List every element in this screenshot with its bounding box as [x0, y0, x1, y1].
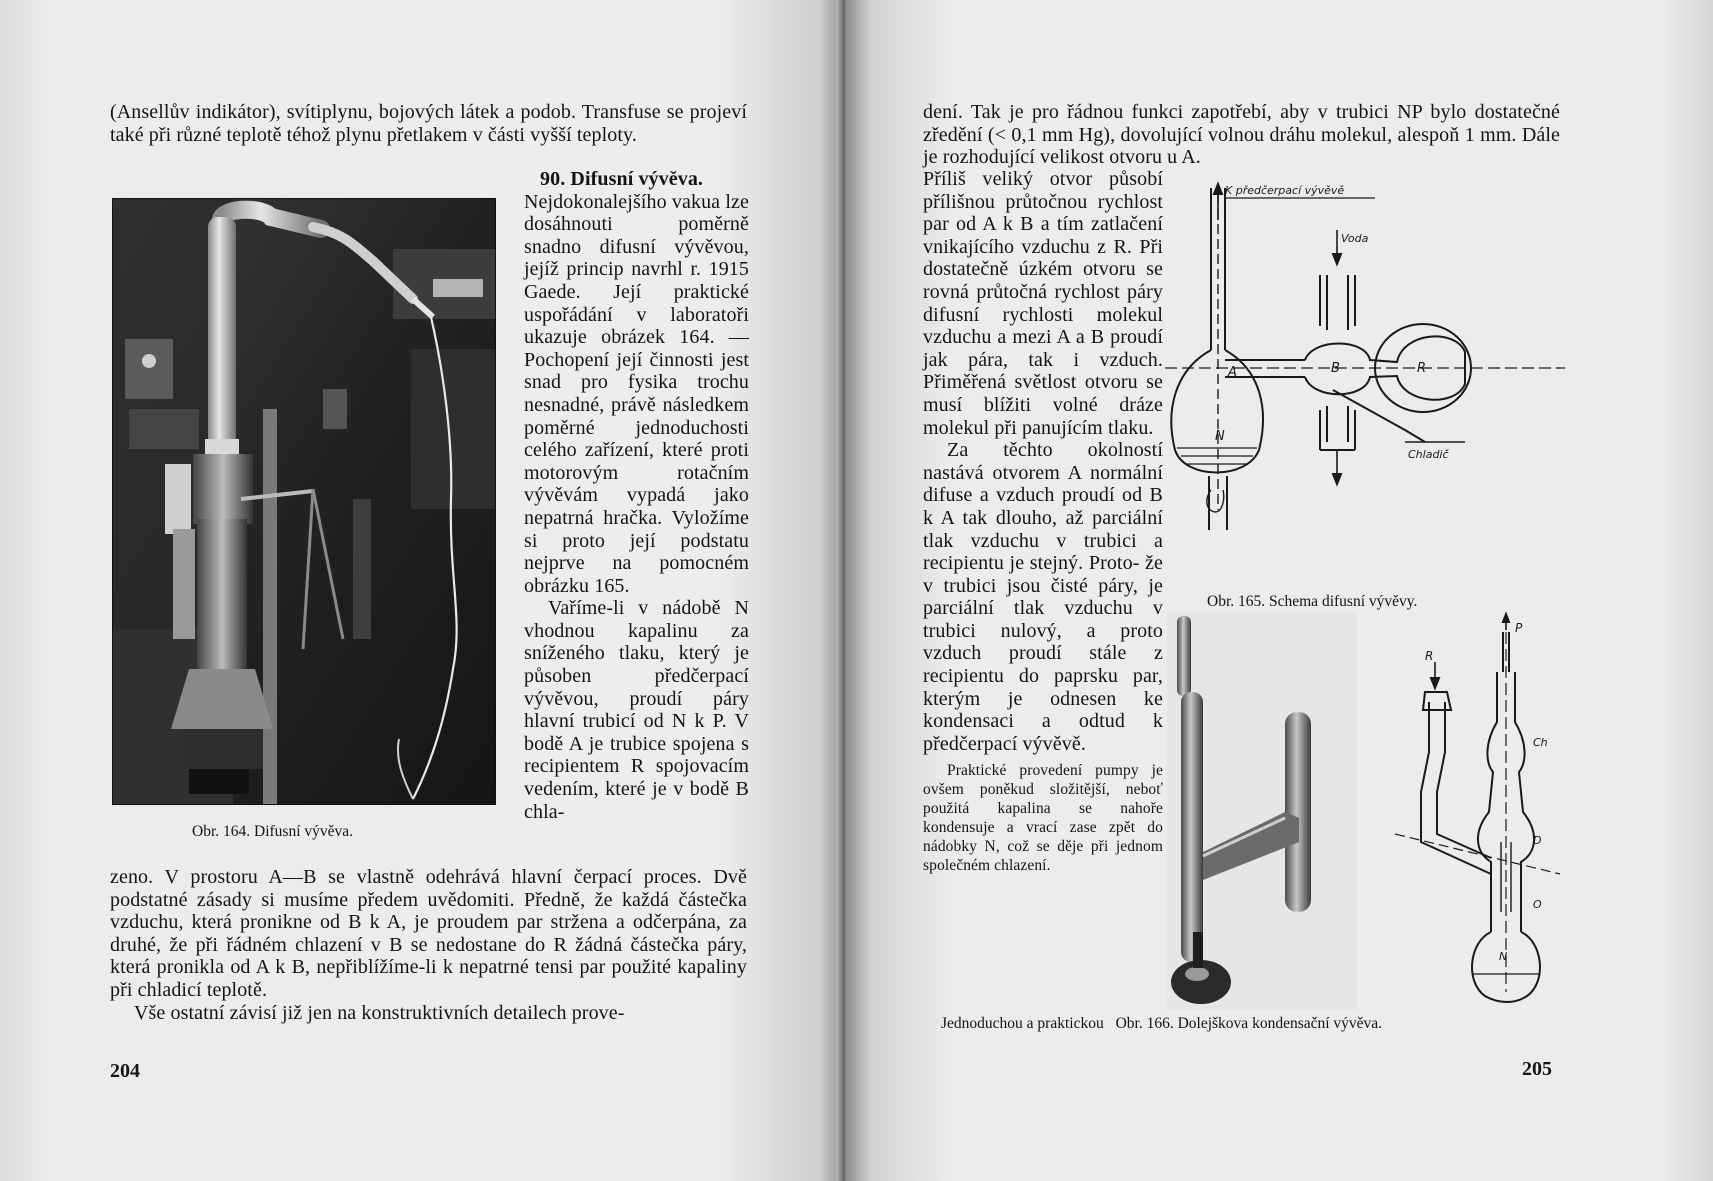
column-paragraph-1: Nejdokonalejšího vakua lze dosáhnouti poměrně snadno difusní vývěvou, jejíž princip navrhl r. 1915 Gaede. Její praktické uspořádání v laboratoři ukazuje obrázek 164. — Pochopení její činnosti jest snad pro fysika trochu nesnadné, právě následkem poměrné jednoduchosti celého zařízení, které proti motorovým rotačním vývěvám vypadá jako nepatrná hračka. Vyložíme si proto její podstatu nejprve na pomocném obrázku 165. — [524, 190, 749, 597]
figure-165-diagram — [1165, 180, 1565, 580]
left-intro-text — [110, 101, 747, 146]
left-page — [0, 0, 845, 1181]
bottom-line-lead: Jednoduchou a praktickou — [941, 1015, 1104, 1032]
label-ch: Ch — [1533, 736, 1548, 749]
label-b: B — [1331, 361, 1340, 376]
label-water: Voda — [1341, 232, 1369, 245]
label-d: D — [1533, 834, 1542, 847]
vacuum-pump-photo-illustration — [113, 199, 495, 804]
figure-165-caption: Obr. 165. Schema difusní vývěvy. — [1207, 593, 1418, 610]
label-n: N — [1215, 429, 1225, 444]
figure-166-photo — [1167, 612, 1357, 1010]
label-a: A — [1228, 365, 1237, 380]
right-page-number: 205 — [1522, 1058, 1552, 1080]
left-column-text — [524, 168, 749, 823]
intro-paragraph: (Ansellův indikátor), svítiplynu, bojových látek a podob. Transfuse se projeví také při různé teplotě téhož plynu přetlakem v části vyšší teploty. — [110, 101, 747, 146]
label-n2: N — [1499, 950, 1508, 963]
label-cooler: Chladič — [1408, 448, 1449, 461]
small-paragraph: Praktické provedení pumpy je ovšem poněkud složitější, neboť použitá kapalina se nahoře kondensuje a vrací zase zpět do nádobky N, což se děje při jednom společném chlazení. — [923, 762, 1163, 875]
bottom-paragraph-2: Vše ostatní závisí již jen na konstruktivních detailech prove- — [134, 1001, 625, 1024]
label-r2: R — [1425, 649, 1434, 663]
right-column-text — [923, 168, 1163, 875]
figure-166-caption: Obr. 166. Dolejškova kondensační vývěva. — [1115, 1015, 1383, 1032]
left-bottom-text — [110, 866, 747, 1024]
figure-164-caption: Obr. 164. Difusní vývěva. — [192, 823, 354, 840]
column-paragraph-2: Vaříme-li v nádobě N vhodnou kapalinu za sníženého tlaku, který je působen předčerpací vývěvou, proudí páry hlavní trubicí od N k P. V bodě A je trubice spojena s recipientem R spojovacím vedením, které je v bodě B chla- — [524, 597, 749, 823]
bottom-paragraph-1: zeno. V prostoru A—B se vlastně odehrává hlavní čerpací proces. Dvě podstatné zásady si musíme předem uvědomiti. Předně, že každá částečka vzduchu, která pronikne od B k A, je proudem par stržena a odčerpána, za druhé, že při řádném chlazení v B se nedostane do R žádná částečka páry, která pronikla od A k B, nepřiblížíme-li k nepatrné tensi par použité kapaliny při chladicí teplotě. — [110, 866, 747, 1001]
left-page-number: 204 — [110, 1060, 140, 1082]
section-heading: 90. Difusní vývěva. — [540, 168, 704, 190]
top-paragraph: dení. Tak je pro řádnou funkci zapotřebí, aby v trubici NP bylo dostatečné zředění (< 0,1 mm Hg), dovolující volnou dráhu molekul, alespoň 1 mm. Dále je rozhodující velikost otvoru u A. — [923, 101, 1560, 169]
figure-166-diagram — [1365, 612, 1565, 1012]
label-r: R — [1417, 361, 1427, 376]
figure-164-photo — [112, 198, 496, 805]
label-to-prepump: K předčerpací vývěvě — [1225, 184, 1345, 197]
label-o: O — [1533, 898, 1542, 911]
right-page — [845, 0, 1713, 1181]
condensation-pump-photo — [1167, 612, 1357, 1010]
column-paragraph-1: Příliš veliký otvor působí přílišnou průtočnou rychlost par od A k B a tím zatlačení vnikajícího vzduchu z R. Při dostatečně úzkém otvoru se rovná průtočná rychlost páry difusní rychlosti molekul vzduchu a mezi A a B proudí jak pára, tak i vzduch. Přiměřená světlost otvoru se musí blížiti volné dráze molekul při panujícím tlaku. — [923, 168, 1163, 439]
figure-166-caption-line — [941, 1015, 1382, 1033]
right-top-text — [923, 101, 1560, 169]
label-p: P — [1515, 621, 1523, 635]
column-paragraph-2: Za těchto okolností nastává otvorem A normální difuse a vzduch proudí od B k A tak dlouho, až parciální tlak vzduchu v trubici a recipientu je stejný. Proto- že v trubici jsou čisté páry, je parciální tlak vzduchu v trubici nulový, a proto vzduch proudí stále z recipientu do paprsku par, kterým je odnesen ke kondensaci a odtud k předčerpací vývěvě. — [923, 439, 1163, 755]
